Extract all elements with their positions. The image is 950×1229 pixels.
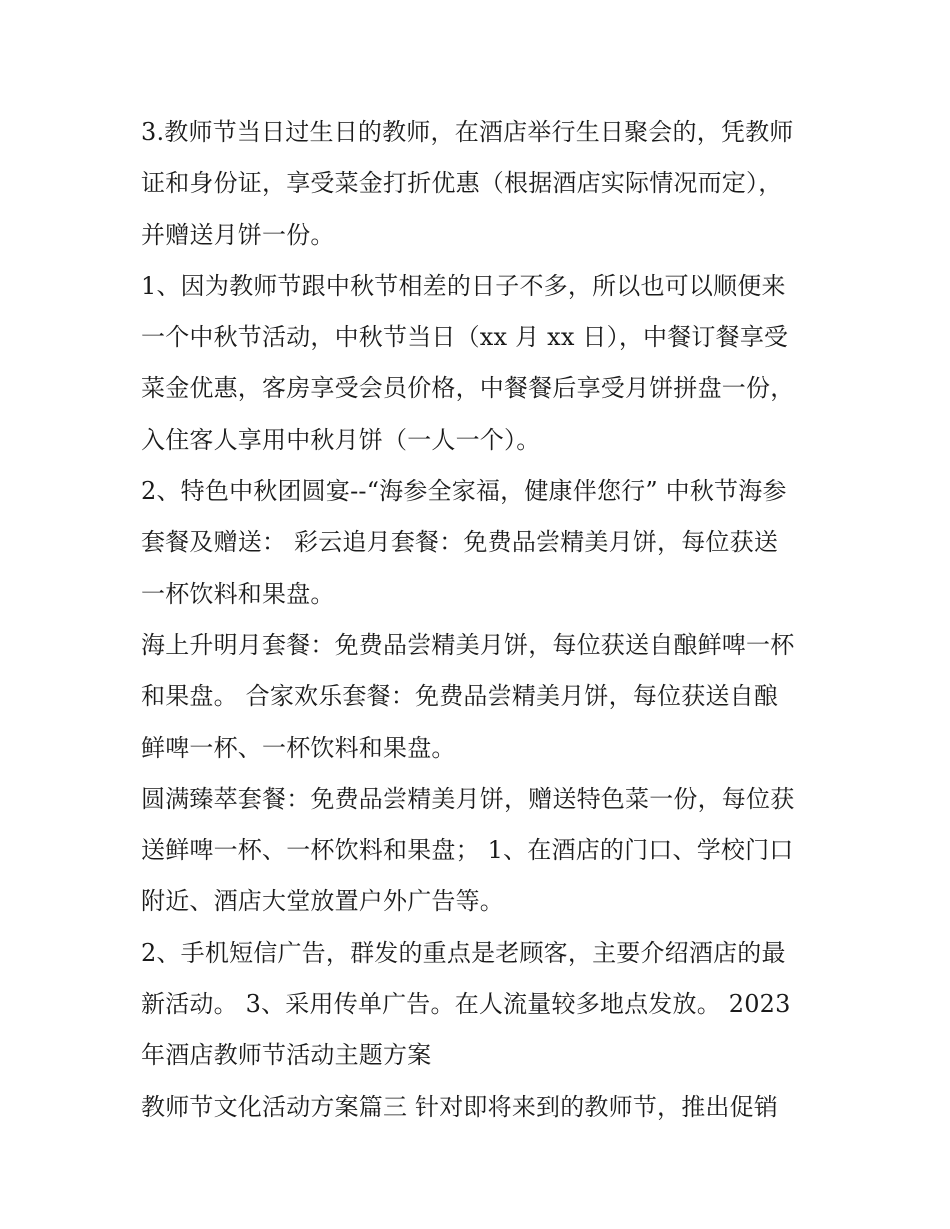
text-line: 鲜啤一杯、一杯饮料和果盘。 xyxy=(141,733,456,762)
text-line: 附近、酒店大堂放置户外广告等。 xyxy=(141,887,504,916)
text-line: 并赠送月饼一份。 xyxy=(141,220,335,249)
text-line: 年酒店教师节活动主题方案 xyxy=(141,1041,432,1070)
text-line: 套餐及赠送： 彩云追月套餐：免费品尝精美月饼，每位获送 xyxy=(141,528,779,557)
text-line: 1、因为教师节跟中秋节相差的日子不多，所以也可以顺便来 xyxy=(141,271,786,300)
text-line: 菜金优惠，客房享受会员价格，中餐餐后享受月饼拼盘一份， xyxy=(141,374,795,403)
text-line: 和果盘。 合家欢乐套餐：免费品尝精美月饼，每位获送自酿 xyxy=(141,682,779,711)
text-line: 教师节文化活动方案篇三 针对即将来到的教师节，推出促销 xyxy=(141,1092,779,1121)
text-line: 一杯饮料和果盘。 xyxy=(141,579,335,608)
text-line: 2、手机短信广告，群发的重点是老顾客，主要介绍酒店的最 xyxy=(141,938,786,967)
text-line: 入住客人享用中秋月饼（一人一个）。 xyxy=(141,425,541,454)
text-line: 新活动。 3、采用传单广告。在人流量较多地点发放。 2023 xyxy=(141,990,791,1019)
document-body xyxy=(141,107,821,1133)
text-line: 送鲜啤一杯、一杯饮料和果盘； 1、在酒店的门口、学校门口 xyxy=(141,836,794,865)
text-line: 证和身份证，享受菜金打折优惠（根据酒店实际情况而定）， xyxy=(141,169,783,198)
text-line: 圆满臻萃套餐：免费品尝精美月饼，赠送特色菜一份，每位获 xyxy=(141,784,795,813)
text-line: 2、特色中秋团圆宴--“海参全家福，健康伴您行” 中秋节海参 xyxy=(141,477,787,506)
text-line: 3.教师节当日过生日的教师，在酒店举行生日聚会的，凭教师 xyxy=(141,118,794,146)
text-line: 一个中秋节活动，中秋节当日（xx 月 xx 日），中餐订餐享受 xyxy=(141,323,789,352)
text-line: 海上升明月套餐：免费品尝精美月饼，每位获送自酿鲜啤一杯 xyxy=(141,630,795,659)
